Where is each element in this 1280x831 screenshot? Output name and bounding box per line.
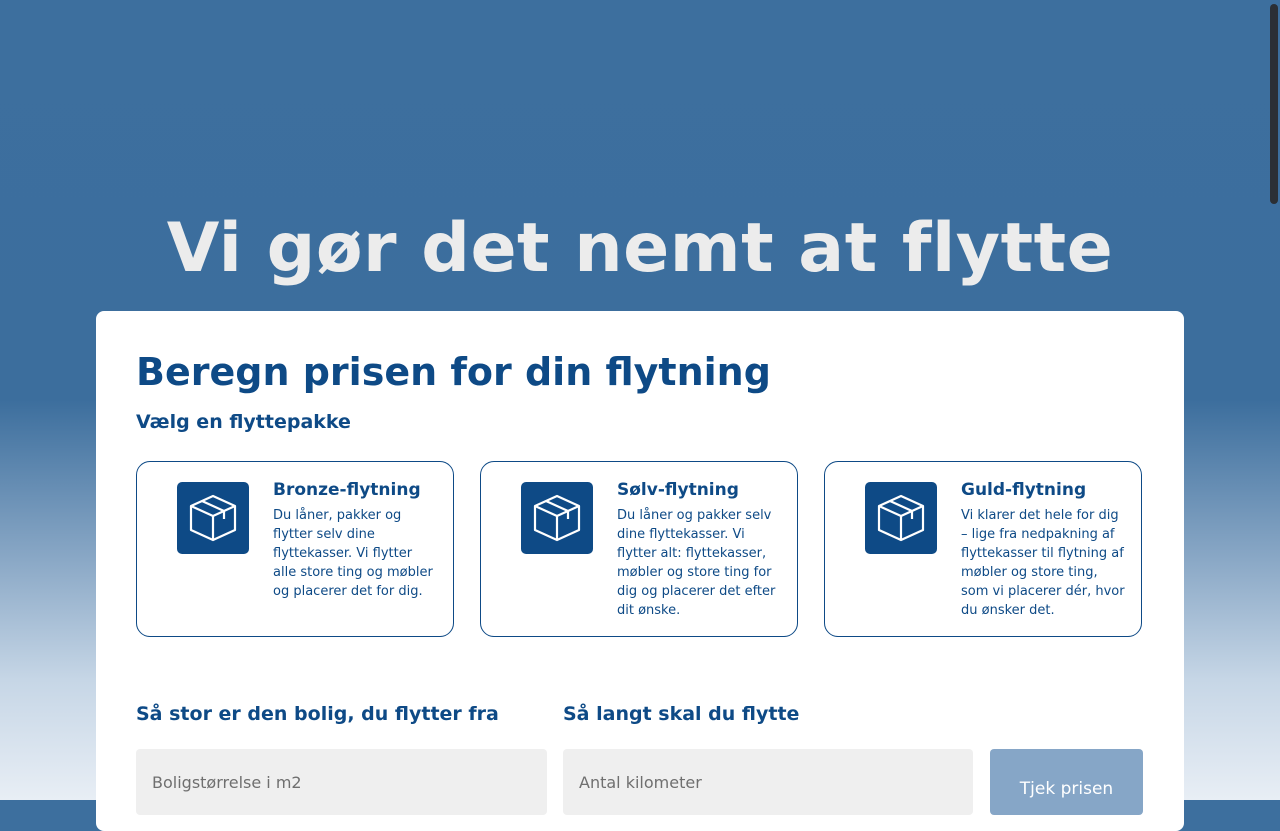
box-icon [865, 482, 937, 554]
package-option-gold[interactable] [824, 461, 1142, 637]
scrollbar-thumb[interactable] [1270, 4, 1278, 204]
package-option-bronze[interactable] [136, 461, 454, 637]
calculator-title: Beregn prisen for din flytning [136, 350, 771, 394]
package-description: Du låner, pakker og flytter selv dine flyttekasser. Vi flytter alle store ting og møbler og placerer det for dig. [273, 508, 433, 599]
package-name: Guld-flytning [961, 480, 1087, 500]
page-scrollbar[interactable] [1268, 0, 1280, 800]
package-option-silver[interactable] [480, 461, 798, 637]
distance-input[interactable] [563, 749, 973, 815]
home-size-input[interactable] [136, 749, 547, 815]
package-name: Bronze-flytning [273, 480, 421, 500]
package-description: Du låner og pakker selv dine flyttekasser. Vi flytter alt: flyttekasser, møbler og store ting for dig og placerer det efter dit ønske. [617, 508, 776, 618]
hero-title: Vi gør det nemt at flytte [166, 209, 1114, 288]
price-calculator-card [96, 311, 1184, 831]
package-name: Sølv-flytning [617, 480, 739, 500]
package-description: Vi klarer det hele for dig – lige fra nedpakning af flyttekasser til flytning af møbler og store ting, som vi placerer dér, hvor du ønsker det. [961, 508, 1125, 618]
box-icon [521, 482, 593, 554]
distance-label: Så langt skal du flytte [563, 703, 800, 725]
box-icon [177, 482, 249, 554]
home-size-label: Så stor er den bolig, du flytter fra [136, 703, 499, 725]
check-price-button[interactable]: Tjek prisen [990, 749, 1143, 815]
package-section-label: Vælg en flyttepakke [136, 411, 351, 433]
